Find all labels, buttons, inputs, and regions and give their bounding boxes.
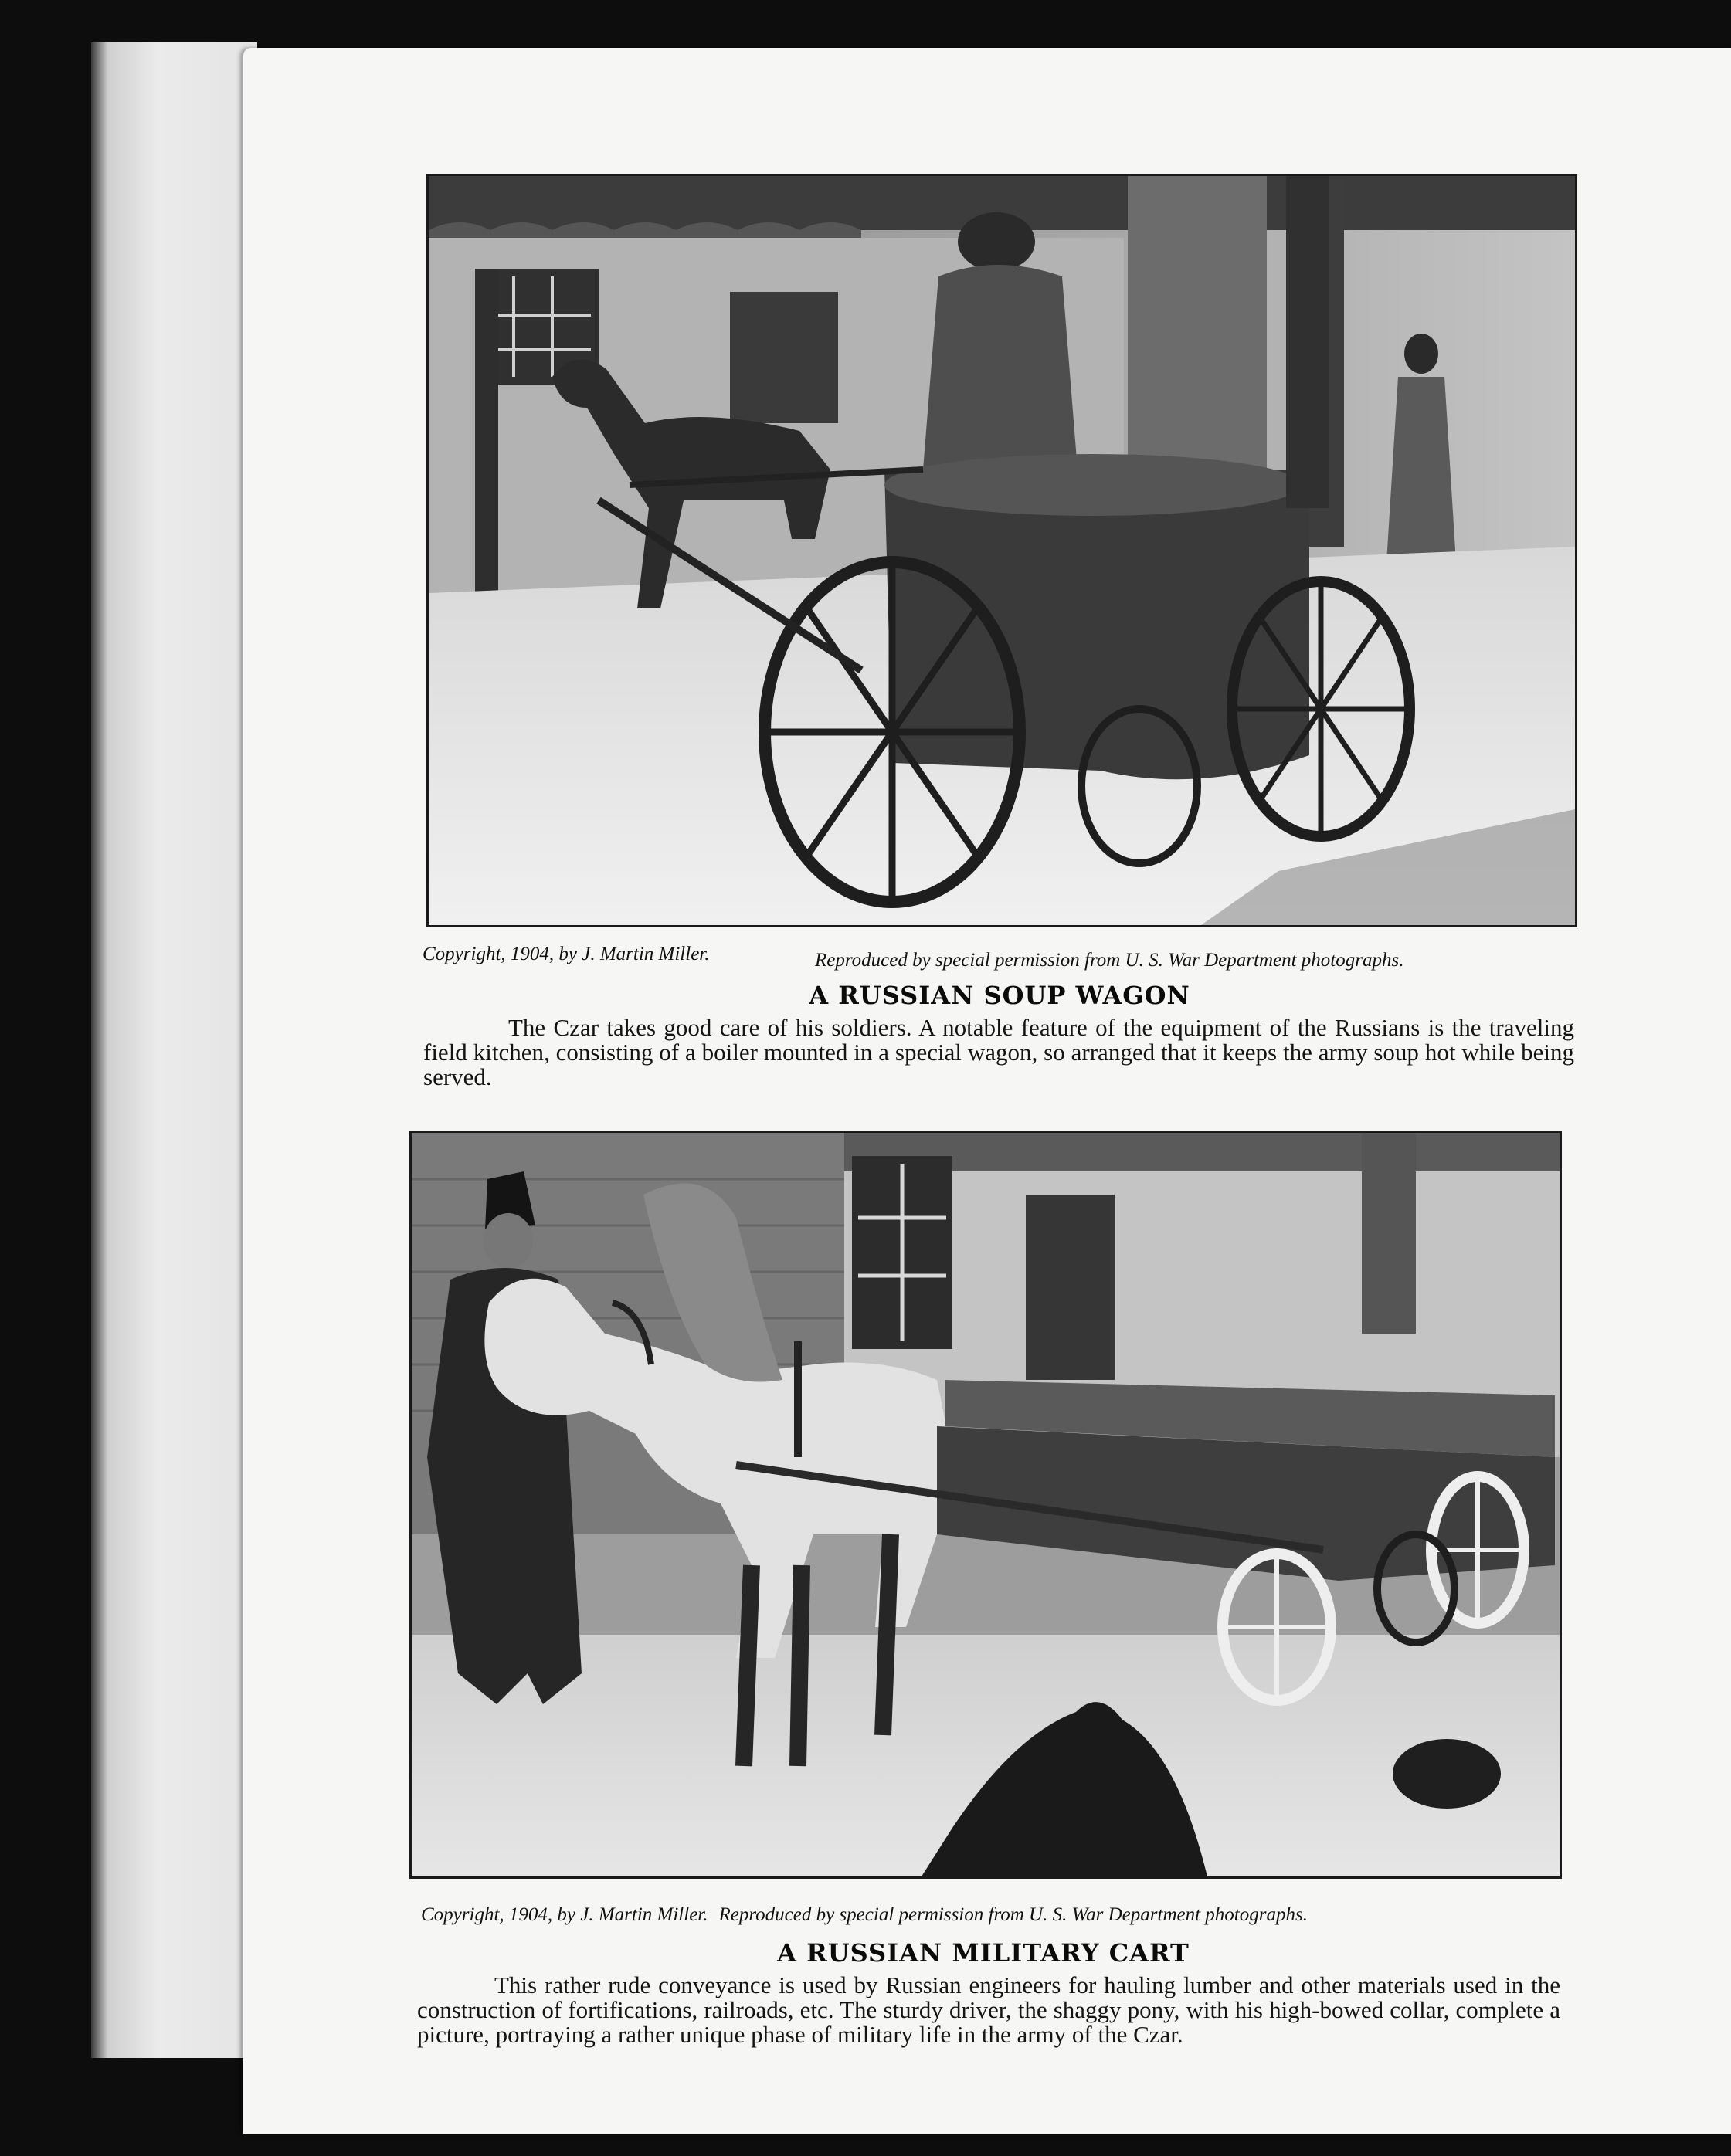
copyright-credit: Copyright, 1904, by J. Martin Miller.	[423, 944, 710, 964]
photo-credit-line	[421, 1904, 1308, 1926]
book-page	[243, 48, 1731, 2134]
copyright-credit: Copyright, 1904, by J. Martin Miller.	[421, 1904, 708, 1925]
page-edge-strip	[91, 42, 257, 2058]
military-cart-photo	[409, 1131, 1562, 1879]
figure-caption: This rather rude conveyance is used by Russian engineers for hauling lumber and other materials used in the construction of fortifications, railroads, etc. The sturdy driver, the shaggy pony, with his high-bowed collar, complete a picture, portraying a rather unique phase of military life in the army of the Czar.	[417, 1971, 1560, 2048]
figure-caption: The Czar takes good care of his soldiers. A notable feature of the equipment of the Russians is the traveling field kitchen, consisting of a boiler mounted in a special wagon, so arranged that it keeps the army soup hot while being served.	[423, 1014, 1574, 1090]
figure-title: A RUSSIAN SOUP WAGON	[809, 981, 1190, 1010]
reproduction-credit: Reproduced by special permission from U. S. War Department photographs.	[718, 1904, 1308, 1925]
soup-wagon-photo	[426, 174, 1577, 927]
figure-title: A RUSSIAN MILITARY CART	[777, 1938, 1190, 1968]
reproduction-credit: Reproduced by special permission from U. S. War Department photographs.	[815, 950, 1404, 971]
